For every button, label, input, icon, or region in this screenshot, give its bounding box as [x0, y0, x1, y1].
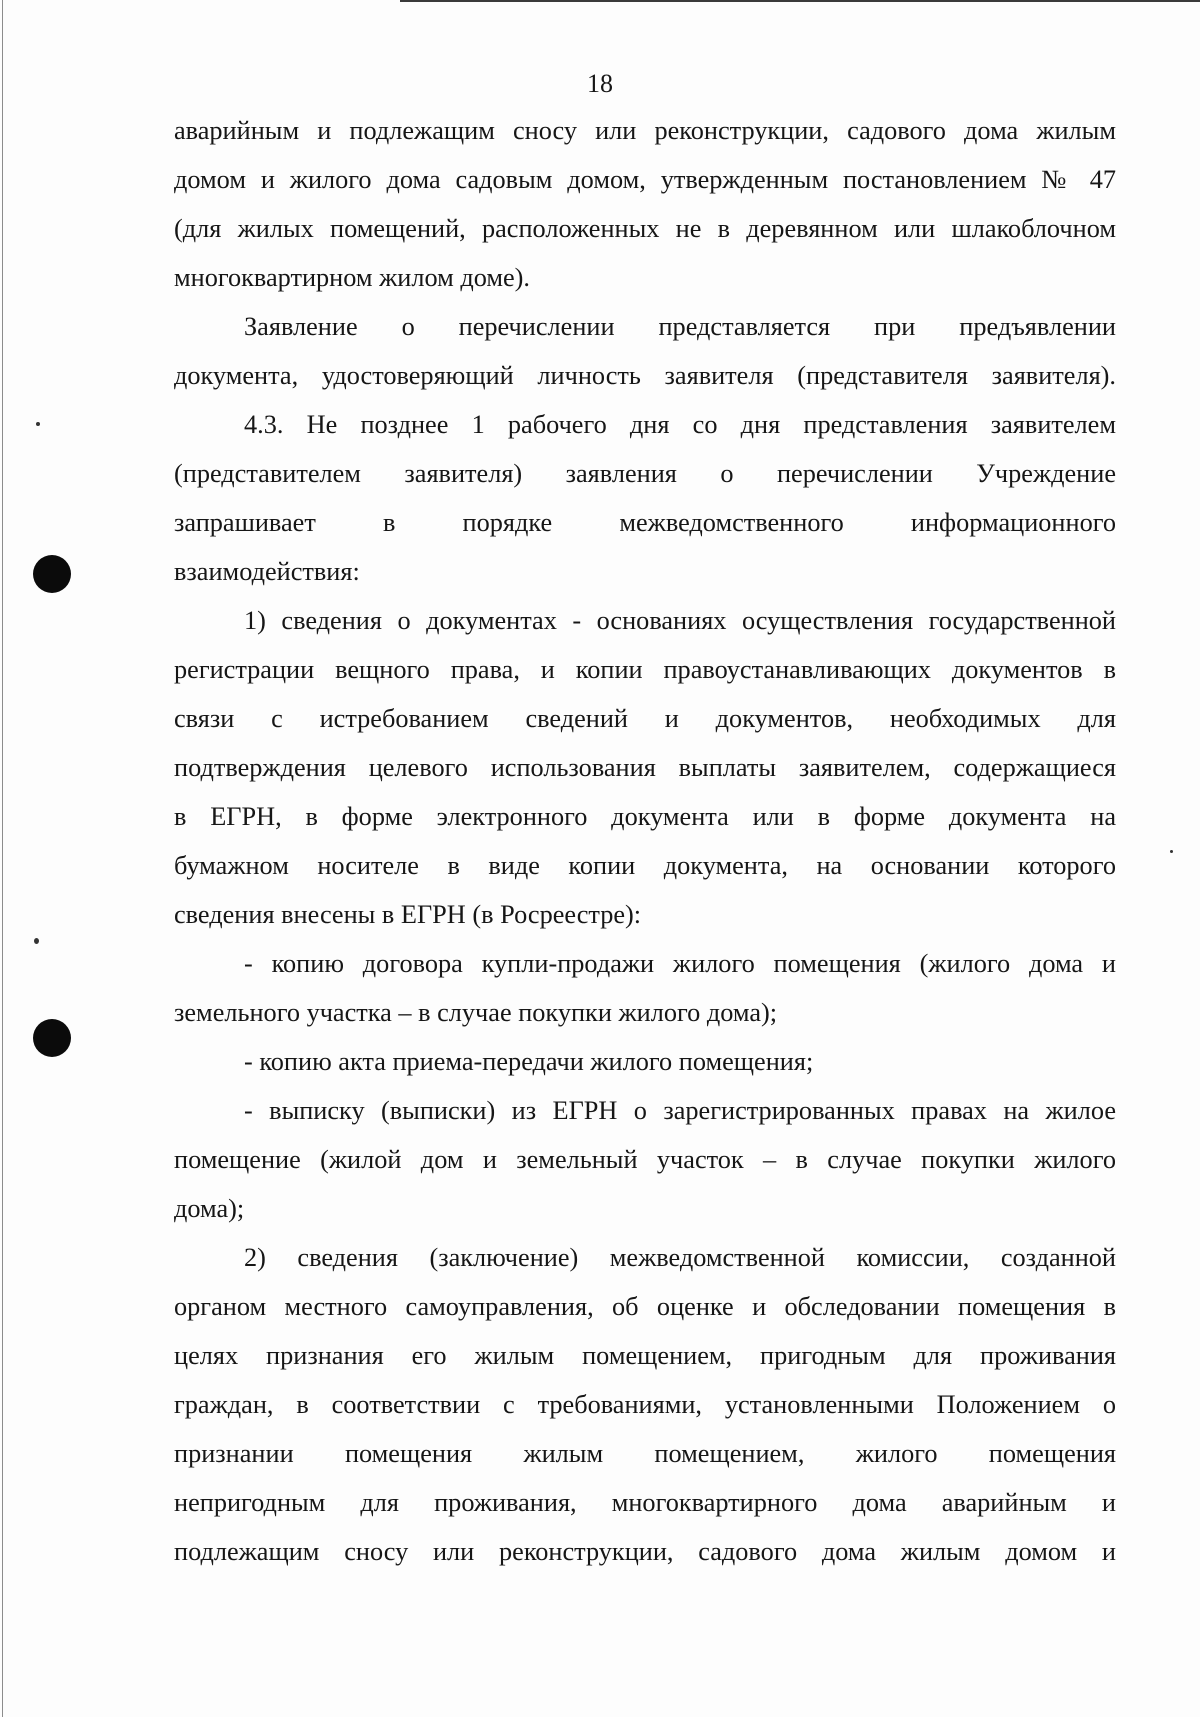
page-number: 18 [587, 69, 613, 98]
text-line: (представителем заявителя) заявления о перечислении Учреждение [174, 459, 1116, 488]
text-line: документа, удостоверяющий личность заявителя (представителя заявителя). [174, 361, 1116, 390]
text-line: сведения внесены в ЕГРН (в Росреестре): [174, 900, 642, 929]
text-line: запрашивает в порядке межведомственного информационного [174, 508, 1116, 537]
punch-hole [33, 555, 71, 593]
scan-speck [1170, 850, 1173, 853]
scan-border-line [400, 0, 1200, 2]
text-line: бумажном носителе в виде копии документа, на основании которого [174, 851, 1116, 880]
text-line: органом местного самоуправления, об оценке и обследовании помещения в [174, 1292, 1116, 1321]
text-line: многоквартирном жилом доме). [174, 263, 531, 292]
text-line: целях признания его жилым помещением, пригодным для проживания [174, 1341, 1116, 1370]
text-line: 1) сведения о документах - основаниях осуществления государственной [244, 606, 1116, 635]
text-line: связи с истребованием сведений и документов, необходимых для [174, 704, 1116, 733]
text-line: взаимодействия: [174, 557, 360, 586]
text-line: - копию акта приема-передачи жилого помещения; [244, 1047, 814, 1076]
text-line: 2) сведения (заключение) межведомственной комиссии, созданной [244, 1243, 1116, 1272]
text-line: признании помещения жилым помещением, жилого помещения [174, 1439, 1116, 1468]
text-line: подлежащим сносу или реконструкции, садового дома жилым домом и [174, 1537, 1116, 1566]
punch-hole [33, 1019, 71, 1057]
text-line: Заявление о перечислении представляется при предъявлении [244, 312, 1116, 341]
scan-speck [36, 422, 40, 426]
text-line: граждан, в соответствии с требованиями, установленными Положением о [174, 1390, 1116, 1419]
text-line: в ЕГРН, в форме электронного документа или в форме документа на [174, 802, 1116, 831]
text-line: непригодным для проживания, многоквартирного дома аварийным и [174, 1488, 1116, 1517]
text-line: - копию договора купли-продажи жилого помещения (жилого дома и [244, 949, 1116, 978]
text-line: - выписку (выписки) из ЕГРН о зарегистрированных правах на жилое [244, 1096, 1116, 1125]
text-line: домом и жилого дома садовым домом, утвержденным постановлением № 47 [174, 165, 1116, 194]
scan-speck [34, 938, 39, 944]
text-line: аварийным и подлежащим сносу или реконструкции, садового дома жилым [174, 116, 1116, 145]
text-line: подтверждения целевого использования выплаты заявителем, содержащиеся [174, 753, 1116, 782]
text-line: земельного участка – в случае покупки жилого дома); [174, 998, 778, 1027]
text-line: помещение (жилой дом и земельный участок – в случае покупки жилого [174, 1145, 1116, 1174]
text-line: регистрации вещного права, и копии правоустанавливающих документов в [174, 655, 1116, 684]
text-line: дома); [174, 1194, 245, 1223]
text-line: (для жилых помещений, расположенных не в деревянном или шлакоблочном [174, 214, 1116, 243]
text-line: 4.3. Не позднее 1 рабочего дня со дня представления заявителем [244, 410, 1116, 439]
page-left-edge [2, 0, 3, 1717]
